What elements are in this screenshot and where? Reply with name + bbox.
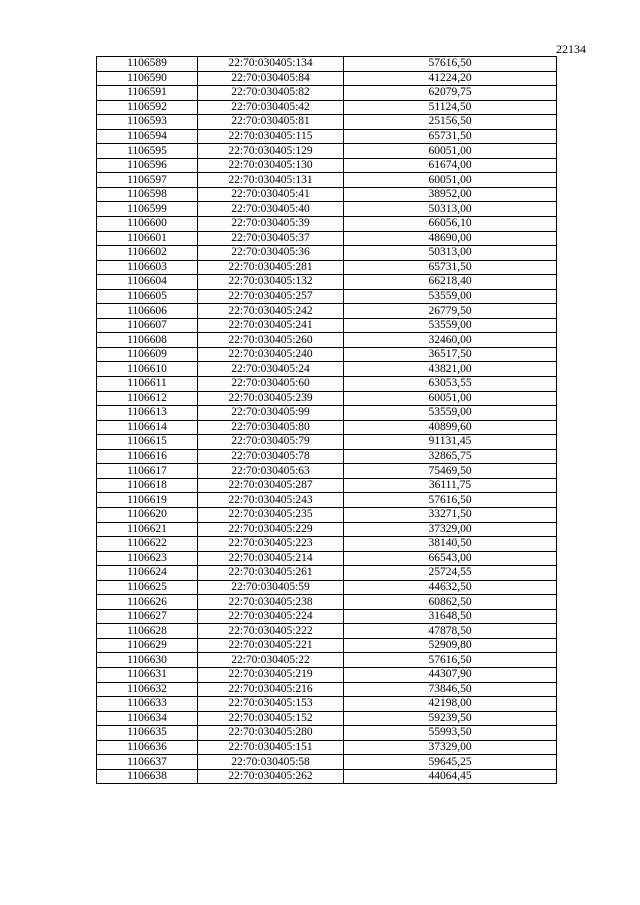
record-number-cell: 1106612 [97,391,198,406]
table-row [97,507,557,522]
table-row [97,260,557,275]
amount-cell: 26779,50 [344,304,557,319]
amount-cell: 48690,00 [344,231,557,246]
table-row [97,755,557,770]
table-row [97,566,557,581]
record-number-cell: 1106620 [97,507,198,522]
record-number-cell: 1106599 [97,202,198,217]
record-number-cell: 1106597 [97,173,198,188]
record-number-cell: 1106598 [97,187,198,202]
data-table [96,56,557,784]
record-number-cell: 1106616 [97,449,198,464]
record-number-cell: 1106636 [97,740,198,755]
cadastral-number-cell: 22:70:030405:134 [198,57,344,72]
amount-cell: 53559,00 [344,318,557,333]
amount-cell: 60862,50 [344,595,557,610]
record-number-cell: 1106633 [97,697,198,712]
amount-cell: 40899,60 [344,420,557,435]
table-row [97,347,557,362]
record-number-cell: 1106614 [97,420,198,435]
cadastral-number-cell: 22:70:030405:151 [198,740,344,755]
table-row [97,580,557,595]
record-number-cell: 1106605 [97,289,198,304]
cadastral-number-cell: 22:70:030405:82 [198,86,344,101]
record-number-cell: 1106604 [97,275,198,290]
table-row [97,551,557,566]
table-row [97,362,557,377]
amount-cell: 51124,50 [344,100,557,115]
amount-cell: 66218,40 [344,275,557,290]
record-number-cell: 1106617 [97,464,198,479]
table-row [97,246,557,261]
record-number-cell: 1106631 [97,667,198,682]
table-row [97,609,557,624]
amount-cell: 63053,55 [344,377,557,392]
amount-cell: 66543,00 [344,551,557,566]
cadastral-number-cell: 22:70:030405:152 [198,711,344,726]
cadastral-number-cell: 22:70:030405:219 [198,667,344,682]
amount-cell: 61674,00 [344,158,557,173]
amount-cell: 43821,00 [344,362,557,377]
table-row [97,726,557,741]
amount-cell: 47878,50 [344,624,557,639]
amount-cell: 60051,00 [344,391,557,406]
record-number-cell: 1106593 [97,115,198,130]
cadastral-number-cell: 22:70:030405:37 [198,231,344,246]
table-row [97,202,557,217]
record-number-cell: 1106637 [97,755,198,770]
cadastral-number-cell: 22:70:030405:241 [198,318,344,333]
record-number-cell: 1106601 [97,231,198,246]
cadastral-number-cell: 22:70:030405:115 [198,129,344,144]
cadastral-number-cell: 22:70:030405:84 [198,71,344,86]
record-number-cell: 1106613 [97,406,198,421]
table-row [97,624,557,639]
amount-cell: 44064,45 [344,769,557,784]
table-row [97,697,557,712]
amount-cell: 37329,00 [344,522,557,537]
amount-cell: 25724,55 [344,566,557,581]
amount-cell: 73846,50 [344,682,557,697]
cadastral-number-cell: 22:70:030405:243 [198,493,344,508]
record-number-cell: 1106632 [97,682,198,697]
cadastral-number-cell: 22:70:030405:129 [198,144,344,159]
cadastral-number-cell: 22:70:030405:63 [198,464,344,479]
table-row [97,71,557,86]
table-row [97,667,557,682]
table-row [97,537,557,552]
record-number-cell: 1106611 [97,377,198,392]
amount-cell: 65731,50 [344,129,557,144]
cadastral-number-cell: 22:70:030405:257 [198,289,344,304]
cadastral-number-cell: 22:70:030405:287 [198,478,344,493]
cadastral-number-cell: 22:70:030405:260 [198,333,344,348]
amount-cell: 57616,50 [344,493,557,508]
amount-cell: 62079,75 [344,86,557,101]
amount-cell: 44632,50 [344,580,557,595]
cadastral-number-cell: 22:70:030405:280 [198,726,344,741]
table-row [97,769,557,784]
cadastral-number-cell: 22:70:030405:262 [198,769,344,784]
amount-cell: 60051,00 [344,173,557,188]
cadastral-number-cell: 22:70:030405:60 [198,377,344,392]
amount-cell: 66056,10 [344,217,557,232]
record-number-cell: 1106621 [97,522,198,537]
cadastral-number-cell: 22:70:030405:153 [198,697,344,712]
record-number-cell: 1106602 [97,246,198,261]
page-number: 22134 [556,42,586,56]
table-row [97,391,557,406]
record-number-cell: 1106595 [97,144,198,159]
cadastral-number-cell: 22:70:030405:131 [198,173,344,188]
amount-cell: 25156,50 [344,115,557,130]
cadastral-number-cell: 22:70:030405:240 [198,347,344,362]
table-row [97,158,557,173]
amount-cell: 53559,00 [344,406,557,421]
table-row [97,86,557,101]
amount-cell: 53559,00 [344,289,557,304]
table-row [97,217,557,232]
amount-cell: 57616,50 [344,653,557,668]
record-number-cell: 1106619 [97,493,198,508]
amount-cell: 42198,00 [344,697,557,712]
table-row [97,711,557,726]
amount-cell: 38140,50 [344,537,557,552]
table-row [97,682,557,697]
table-row [97,638,557,653]
table-row [97,115,557,130]
record-number-cell: 1106610 [97,362,198,377]
cadastral-number-cell: 22:70:030405:214 [198,551,344,566]
amount-cell: 32865,75 [344,449,557,464]
record-number-cell: 1106628 [97,624,198,639]
amount-cell: 55993,50 [344,726,557,741]
cadastral-number-cell: 22:70:030405:40 [198,202,344,217]
table-row [97,595,557,610]
record-number-cell: 1106625 [97,580,198,595]
table-row [97,129,557,144]
cadastral-number-cell: 22:70:030405:80 [198,420,344,435]
record-number-cell: 1106630 [97,653,198,668]
amount-cell: 36111,75 [344,478,557,493]
record-number-cell: 1106629 [97,638,198,653]
amount-cell: 31648,50 [344,609,557,624]
amount-cell: 50313,00 [344,202,557,217]
record-number-cell: 1106608 [97,333,198,348]
cadastral-number-cell: 22:70:030405:261 [198,566,344,581]
table-row [97,187,557,202]
record-number-cell: 1106638 [97,769,198,784]
amount-cell: 32460,00 [344,333,557,348]
record-number-cell: 1106626 [97,595,198,610]
table-row [97,449,557,464]
amount-cell: 91131,45 [344,435,557,450]
record-number-cell: 1106607 [97,318,198,333]
amount-cell: 60051,00 [344,144,557,159]
record-number-cell: 1106618 [97,478,198,493]
table-row [97,318,557,333]
cadastral-number-cell: 22:70:030405:238 [198,595,344,610]
table-row [97,333,557,348]
cadastral-number-cell: 22:70:030405:242 [198,304,344,319]
cadastral-number-cell: 22:70:030405:216 [198,682,344,697]
table-row [97,420,557,435]
cadastral-number-cell: 22:70:030405:79 [198,435,344,450]
cadastral-number-cell: 22:70:030405:59 [198,580,344,595]
record-number-cell: 1106635 [97,726,198,741]
record-number-cell: 1106590 [97,71,198,86]
table-row [97,100,557,115]
record-number-cell: 1106622 [97,537,198,552]
cadastral-number-cell: 22:70:030405:281 [198,260,344,275]
amount-cell: 52909,80 [344,638,557,653]
cadastral-number-cell: 22:70:030405:22 [198,653,344,668]
cadastral-number-cell: 22:70:030405:132 [198,275,344,290]
cadastral-number-cell: 22:70:030405:235 [198,507,344,522]
table-row [97,464,557,479]
table-row [97,144,557,159]
table-row [97,173,557,188]
amount-cell: 50313,00 [344,246,557,261]
cadastral-number-cell: 22:70:030405:221 [198,638,344,653]
record-number-cell: 1106592 [97,100,198,115]
record-number-cell: 1106623 [97,551,198,566]
cadastral-number-cell: 22:70:030405:130 [198,158,344,173]
record-number-cell: 1106594 [97,129,198,144]
table-row [97,740,557,755]
cadastral-number-cell: 22:70:030405:81 [198,115,344,130]
cadastral-number-cell: 22:70:030405:99 [198,406,344,421]
cadastral-number-cell: 22:70:030405:78 [198,449,344,464]
table-row [97,289,557,304]
cadastral-number-cell: 22:70:030405:239 [198,391,344,406]
record-number-cell: 1106606 [97,304,198,319]
cadastral-number-cell: 22:70:030405:58 [198,755,344,770]
amount-cell: 65731,50 [344,260,557,275]
record-number-cell: 1106600 [97,217,198,232]
amount-cell: 57616,50 [344,57,557,72]
cadastral-number-cell: 22:70:030405:24 [198,362,344,377]
amount-cell: 41224,20 [344,71,557,86]
cadastral-number-cell: 22:70:030405:222 [198,624,344,639]
cadastral-number-cell: 22:70:030405:223 [198,537,344,552]
amount-cell: 75469,50 [344,464,557,479]
table-row [97,493,557,508]
cadastral-number-cell: 22:70:030405:229 [198,522,344,537]
table-row [97,478,557,493]
record-number-cell: 1106609 [97,347,198,362]
amount-cell: 37329,00 [344,740,557,755]
table-row [97,377,557,392]
record-number-cell: 1106596 [97,158,198,173]
record-number-cell: 1106591 [97,86,198,101]
cadastral-number-cell: 22:70:030405:39 [198,217,344,232]
cadastral-number-cell: 22:70:030405:41 [198,187,344,202]
amount-cell: 36517,50 [344,347,557,362]
record-number-cell: 1106603 [97,260,198,275]
record-number-cell: 1106589 [97,57,198,72]
record-number-cell: 1106624 [97,566,198,581]
table-row [97,275,557,290]
cadastral-number-cell: 22:70:030405:42 [198,100,344,115]
record-number-cell: 1106627 [97,609,198,624]
table-row [97,435,557,450]
cadastral-number-cell: 22:70:030405:36 [198,246,344,261]
table-row [97,57,557,72]
table-row [97,406,557,421]
amount-cell: 38952,00 [344,187,557,202]
table-row [97,304,557,319]
table-row [97,231,557,246]
cadastral-number-cell: 22:70:030405:224 [198,609,344,624]
amount-cell: 44307,90 [344,667,557,682]
table-body [97,57,557,784]
amount-cell: 33271,50 [344,507,557,522]
amount-cell: 59645,25 [344,755,557,770]
amount-cell: 59239,50 [344,711,557,726]
table-row [97,522,557,537]
table-row [97,653,557,668]
record-number-cell: 1106634 [97,711,198,726]
record-number-cell: 1106615 [97,435,198,450]
